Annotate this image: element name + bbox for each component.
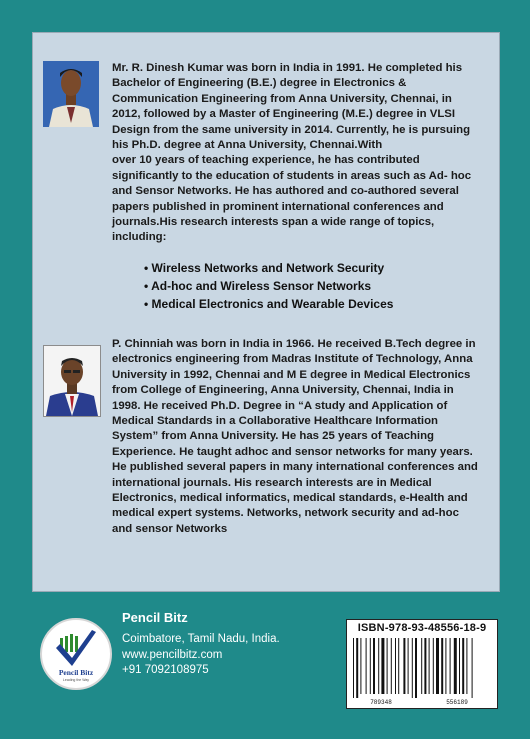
author1-bio-line: including: [112, 231, 167, 244]
author2-bio-line: P. Chinniah was born in India in 1966. He received B.Tech degree in [112, 338, 476, 350]
list-item: • Medical Electronics and Wearable Devices [144, 295, 393, 313]
barcode-right-digits: 556189 [446, 699, 468, 706]
barcode-bar [462, 638, 464, 694]
author2-bio-line: Medical Standards in a Collaborative Healthcare Information [112, 415, 438, 428]
barcode-bar [466, 638, 467, 694]
barcode-bar [429, 638, 430, 694]
author1-bio-line: Communication Engineering from Anna University, Chennai, in [112, 92, 452, 105]
barcode-bar [421, 638, 422, 694]
barcode-bar [373, 638, 375, 694]
barcode-bar [366, 638, 367, 694]
isbn-barcode-box [346, 619, 498, 709]
barcode-bar [424, 638, 426, 694]
author2-portrait-icon [44, 346, 100, 416]
barcode-bar [454, 638, 457, 694]
barcode-bar [370, 638, 371, 694]
author1-bio-line: significantly to the education of students in areas such as Ad- hoc [112, 169, 472, 182]
barcode-bar [459, 638, 460, 694]
isbn-label: ISBN-978-93-48556-18-9 [357, 622, 487, 634]
author2-bio-line: and sensor Networks [112, 522, 228, 535]
author2-bio-line: international journals. His research interests are in Medical [112, 476, 432, 489]
logo-tagline: Leading the Way [62, 678, 90, 682]
barcode-bar [353, 638, 354, 698]
barcode-bar [441, 638, 443, 694]
list-item: • Wireless Networks and Network Security [144, 259, 393, 277]
barcode-bar [436, 638, 439, 694]
author1-bio-line: 2012, followed by a Master of Engineering (M.E.) degree in VLSI [112, 108, 456, 121]
author1-bio-line: Mr. R. Dinesh Kumar was born in India in 1991. He completed his [112, 62, 463, 74]
research-interests-list [144, 259, 393, 313]
author1-bio-line: Design from the same university in 2014. Currently, he is pursuing [112, 123, 471, 136]
barcode-bar [398, 638, 399, 694]
barcode-bar [472, 638, 473, 698]
barcode-bar [381, 638, 384, 694]
barcode-icon [351, 638, 493, 706]
publisher-name: Pencil Bitz [122, 610, 188, 625]
barcode-bar [387, 638, 388, 694]
barcode-bar [415, 638, 417, 698]
author2-bio-line: University in 1992, Chennai and M E degree in Medical Electronics [112, 368, 471, 381]
barcode-bar [395, 638, 396, 694]
author1-bio-line: papers published in prominent international conferences and [112, 200, 444, 213]
author2-bio-line: electronics engineering from Madras Institute of Technology, Anna [112, 353, 473, 366]
barcode-bar [408, 638, 409, 694]
author2-bio-line: Electronics, medical informatics, medical standards, e-Health and [112, 492, 468, 505]
barcode-bar [360, 638, 361, 694]
publisher-phone: +91 7092108975 [122, 664, 209, 676]
author1-bio-line: and Sensor Networks. He has authored and co-authored several [112, 185, 459, 198]
barcode-bar [403, 638, 405, 694]
author2-bio-line: He published several papers in many international conferences and [112, 461, 478, 474]
list-item: • Ad-hoc and Wireless Sensor Networks [144, 277, 393, 295]
author2-photo [43, 345, 101, 417]
author1-bio-line: journals.His research interests span a wide range of topics, [112, 216, 435, 229]
logo-text: Pencil Bitz [58, 668, 94, 677]
author1-portrait-icon [43, 61, 99, 127]
author2-bio-line: medical expert systems. Networks, network security and ad-hoc [112, 507, 459, 520]
author2-bio-line: Experience. He taught adhoc and sensor networks for many years. [112, 445, 473, 458]
author1-photo [43, 61, 99, 127]
publisher-logo [40, 618, 112, 690]
barcode-bar [433, 638, 434, 694]
author2-bio-line: System” from Anna University. He has 25 years of Teaching [112, 430, 435, 443]
barcode-bar [391, 638, 392, 694]
author1-bio-line: Bachelor of Engineering (B.E.) degree in Electronics & [112, 77, 407, 90]
author1-bio-line: his Ph.D. degree at Anna University, Chennai.With [112, 139, 383, 152]
author1-bio [112, 61, 492, 246]
author2-bio-line: 1998. He received Ph.D. Degree in “A study and Application of [112, 399, 448, 412]
barcode-bar [356, 638, 358, 698]
author2-bio [112, 337, 494, 537]
publisher-address: Coimbatore, Tamil Nadu, India. [122, 633, 280, 645]
pencil-check-logo-icon [42, 620, 110, 688]
barcode-bar [450, 638, 451, 694]
author2-bio-line: from College of Engineering, Anna University, Chennai, India in [112, 384, 454, 397]
barcode-bar [412, 638, 413, 698]
barcode-left-digits: 789348 [370, 699, 392, 706]
barcode-bar [445, 638, 446, 694]
author1-bio-line: over 10 years of teaching experience, he has contributed [112, 154, 420, 167]
barcode-bar [378, 638, 379, 694]
publisher-website[interactable]: www.pencilbitz.com [122, 649, 223, 661]
